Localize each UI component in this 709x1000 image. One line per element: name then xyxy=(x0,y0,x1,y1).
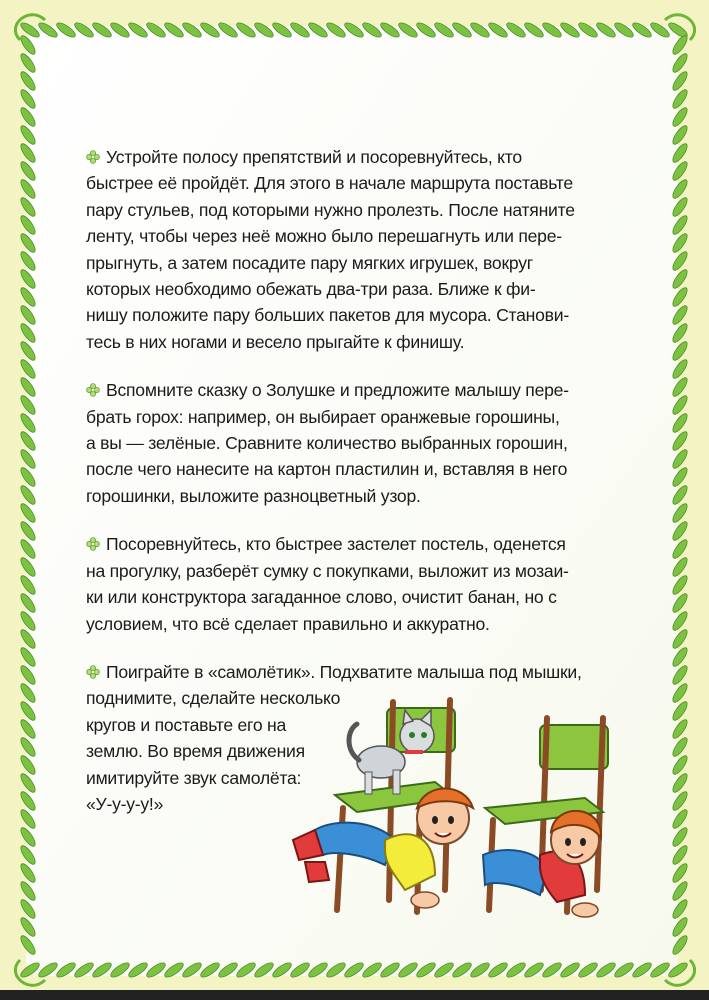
paragraph-cinderella-peas xyxy=(86,377,661,509)
green-flower-bullet-icon xyxy=(86,383,100,397)
text-line xyxy=(86,144,661,170)
text-line-content: Поиграйте в «самолётик». Подхватите малыша под мышки, xyxy=(106,661,582,682)
text-line xyxy=(86,659,661,685)
paragraph-competition xyxy=(86,531,661,637)
children-under-chairs-illustration xyxy=(285,690,630,930)
text-line-content: Устройте полосу препятствий и посоревнуйтесь, кто xyxy=(106,147,522,167)
text-line: после чего нанесите на картон пластилин и, вставляя в него xyxy=(86,459,568,480)
text-line: условием, что всё сделает правильно и аккуратно. xyxy=(86,613,490,634)
text-line: а вы — зелёные. Сравните количество выбранных горошин, xyxy=(86,433,568,454)
green-flower-bullet-icon xyxy=(86,665,100,679)
text-line: на прогулку, разберёт сумку с покупками, выложит из мозаи- xyxy=(86,560,569,581)
text-line: «У-у-у-у!» xyxy=(86,793,164,814)
text-line: нишу положите пару больших пакетов для мусора. Станови- xyxy=(86,305,569,326)
text-line: быстрее её пройдёт. Для этого в начале маршрута поставьте xyxy=(86,173,573,194)
text-line: прыгнуть, а затем посадите пару мягких игрушек, вокруг xyxy=(86,252,533,273)
text-line: пару стульев, под которыми нужно пролезть. После натяните xyxy=(86,199,575,220)
text-line: тесь в них ногами и весело прыгайте к финишу. xyxy=(86,331,465,352)
text-line: ки или конструктора загаданное слово, очистит банан, но с xyxy=(86,587,557,608)
text-line: горошинки, выложите разноцветный узор. xyxy=(86,485,421,506)
text-line: поднимите, сделайте несколько xyxy=(86,688,341,709)
green-flower-bullet-icon xyxy=(86,537,100,551)
text-line: которых необходимо обежать два-три раза. Ближе к фи- xyxy=(86,279,536,300)
text-line: ленту, чтобы через неё можно было перешагнуть или пере- xyxy=(86,226,562,247)
text-line: имитируйте звук самолёта: xyxy=(86,767,302,788)
green-flower-bullet-icon xyxy=(86,150,100,164)
text-line-content: Посоревнуйтесь, кто быстрее застелет постель, оденется xyxy=(106,534,566,555)
text-line xyxy=(86,531,661,557)
text-line xyxy=(86,377,661,403)
bottom-edge-bar xyxy=(0,990,709,1000)
text-line: кругов и поставьте его на xyxy=(86,714,287,735)
text-line: брать горох: например, он выбирает оранжевые горошины, xyxy=(86,406,560,427)
text-line: землю. Во время движения xyxy=(86,741,305,762)
text-line-content: Вспомните сказку о Золушке и предложите малышу пере- xyxy=(106,380,569,401)
paragraph-obstacle-course xyxy=(86,144,661,355)
